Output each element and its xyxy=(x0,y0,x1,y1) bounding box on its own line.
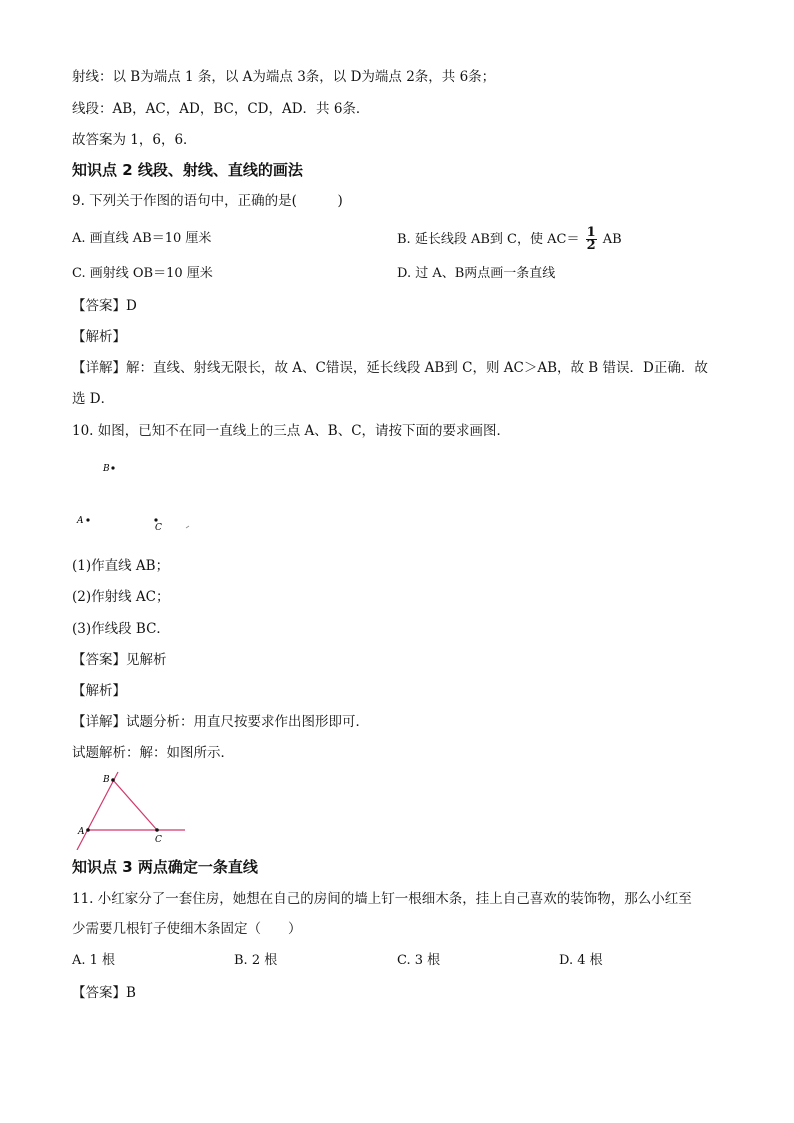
segment-count-line: 线段：AB，AC，AD，BC，CD，AD．共 6条． xyxy=(72,101,370,117)
line-ab xyxy=(77,772,118,850)
q10-analysis: 【解析】 xyxy=(72,683,126,699)
q9-stem: 9. 下列关于作图的语句中，正确的是( ) xyxy=(72,193,343,209)
fig1-point-a xyxy=(86,518,89,521)
segment-bc xyxy=(113,780,157,830)
ray-count-line: 射线：以 B为端点 1 条，以 A为端点 3条，以 D为端点 2条，共 6条； xyxy=(72,69,496,85)
final-answer-line: 故答案为 1，6，6． xyxy=(72,132,197,148)
q10-stem: 10. 如图，已知不在同一直线上的三点 A、B、C，请按下面的要求画图． xyxy=(72,423,511,439)
fig2-label-c: C xyxy=(155,835,162,845)
fig1-tick-mark xyxy=(186,526,189,528)
q9-detail-line-1: 【详解】解：直线、射线无限长，故 A、C错误，延长线段 AB到 C，则 AC＞AB，故 B 错误．D正确．故 xyxy=(72,360,708,376)
q11-option-b: B. 2 根 xyxy=(234,953,278,968)
q9-option-b-suffix: AB xyxy=(602,232,622,247)
section-3-title: 知识点 3 两点确定一条直线 xyxy=(72,858,258,876)
q10-step-1: (1)作直线 AB； xyxy=(72,558,170,574)
q11-stem-line-1: 11. 小红家分了一套住房，她想在自己的房间的墙上钉一根细木条，挂上自己喜欢的装饰物，那么小红至 xyxy=(72,891,692,907)
q10-solution-figure xyxy=(72,770,192,850)
q9-option-c: C. 画射线 OB＝10 厘米 xyxy=(72,266,213,281)
q11-option-d: D. 4 根 xyxy=(559,953,603,968)
q11-stem-line-2: 少需要几根钉子使细木条固定（ ） xyxy=(72,921,302,937)
fig2-label-a: A xyxy=(78,827,85,837)
fig2-point-c xyxy=(155,828,159,832)
q9-option-d: D. 过 A、B两点画一条直线 xyxy=(397,266,556,281)
q9-answer: 【答案】D xyxy=(72,298,137,314)
q9-analysis: 【解析】 xyxy=(72,329,126,345)
fig2-point-a xyxy=(86,828,90,832)
fig1-label-c: C xyxy=(155,523,162,533)
fraction-numerator: 1 xyxy=(586,225,596,240)
fig1-point-c xyxy=(154,518,157,521)
fig1-label-b: B xyxy=(103,464,110,474)
q10-detail: 【详解】试题分析：用直尺按要求作出图形即可． xyxy=(72,714,369,730)
fig2-point-b xyxy=(111,778,115,782)
q11-option-a: A. 1 根 xyxy=(72,953,116,968)
q10-solution: 试题解析：解：如图所示． xyxy=(72,745,234,761)
fig1-point-b xyxy=(111,466,114,469)
q11-option-c: C. 3 根 xyxy=(397,953,441,968)
q9-detail-line-2: 选 D． xyxy=(72,391,115,407)
fraction-denominator: 2 xyxy=(586,238,596,253)
q10-points-figure xyxy=(72,455,202,540)
fig1-label-a: A xyxy=(77,516,84,526)
q10-step-2: (2)作射线 AC； xyxy=(72,589,170,605)
q10-step-3: (3)作线段 BC． xyxy=(72,621,170,637)
q9-option-b-text: B. 延长线段 AB到 C，使 AC＝ xyxy=(397,232,580,247)
fraction-one-half xyxy=(586,227,597,252)
section-2-title: 知识点 2 线段、射线、直线的画法 xyxy=(72,161,303,179)
fig2-label-b: B xyxy=(103,775,110,785)
q9-option-b xyxy=(397,227,622,252)
q9-option-a: A. 画直线 AB＝10 厘米 xyxy=(72,231,212,246)
q11-answer: 【答案】B xyxy=(72,985,136,1001)
q10-answer: 【答案】见解析 xyxy=(72,652,167,668)
